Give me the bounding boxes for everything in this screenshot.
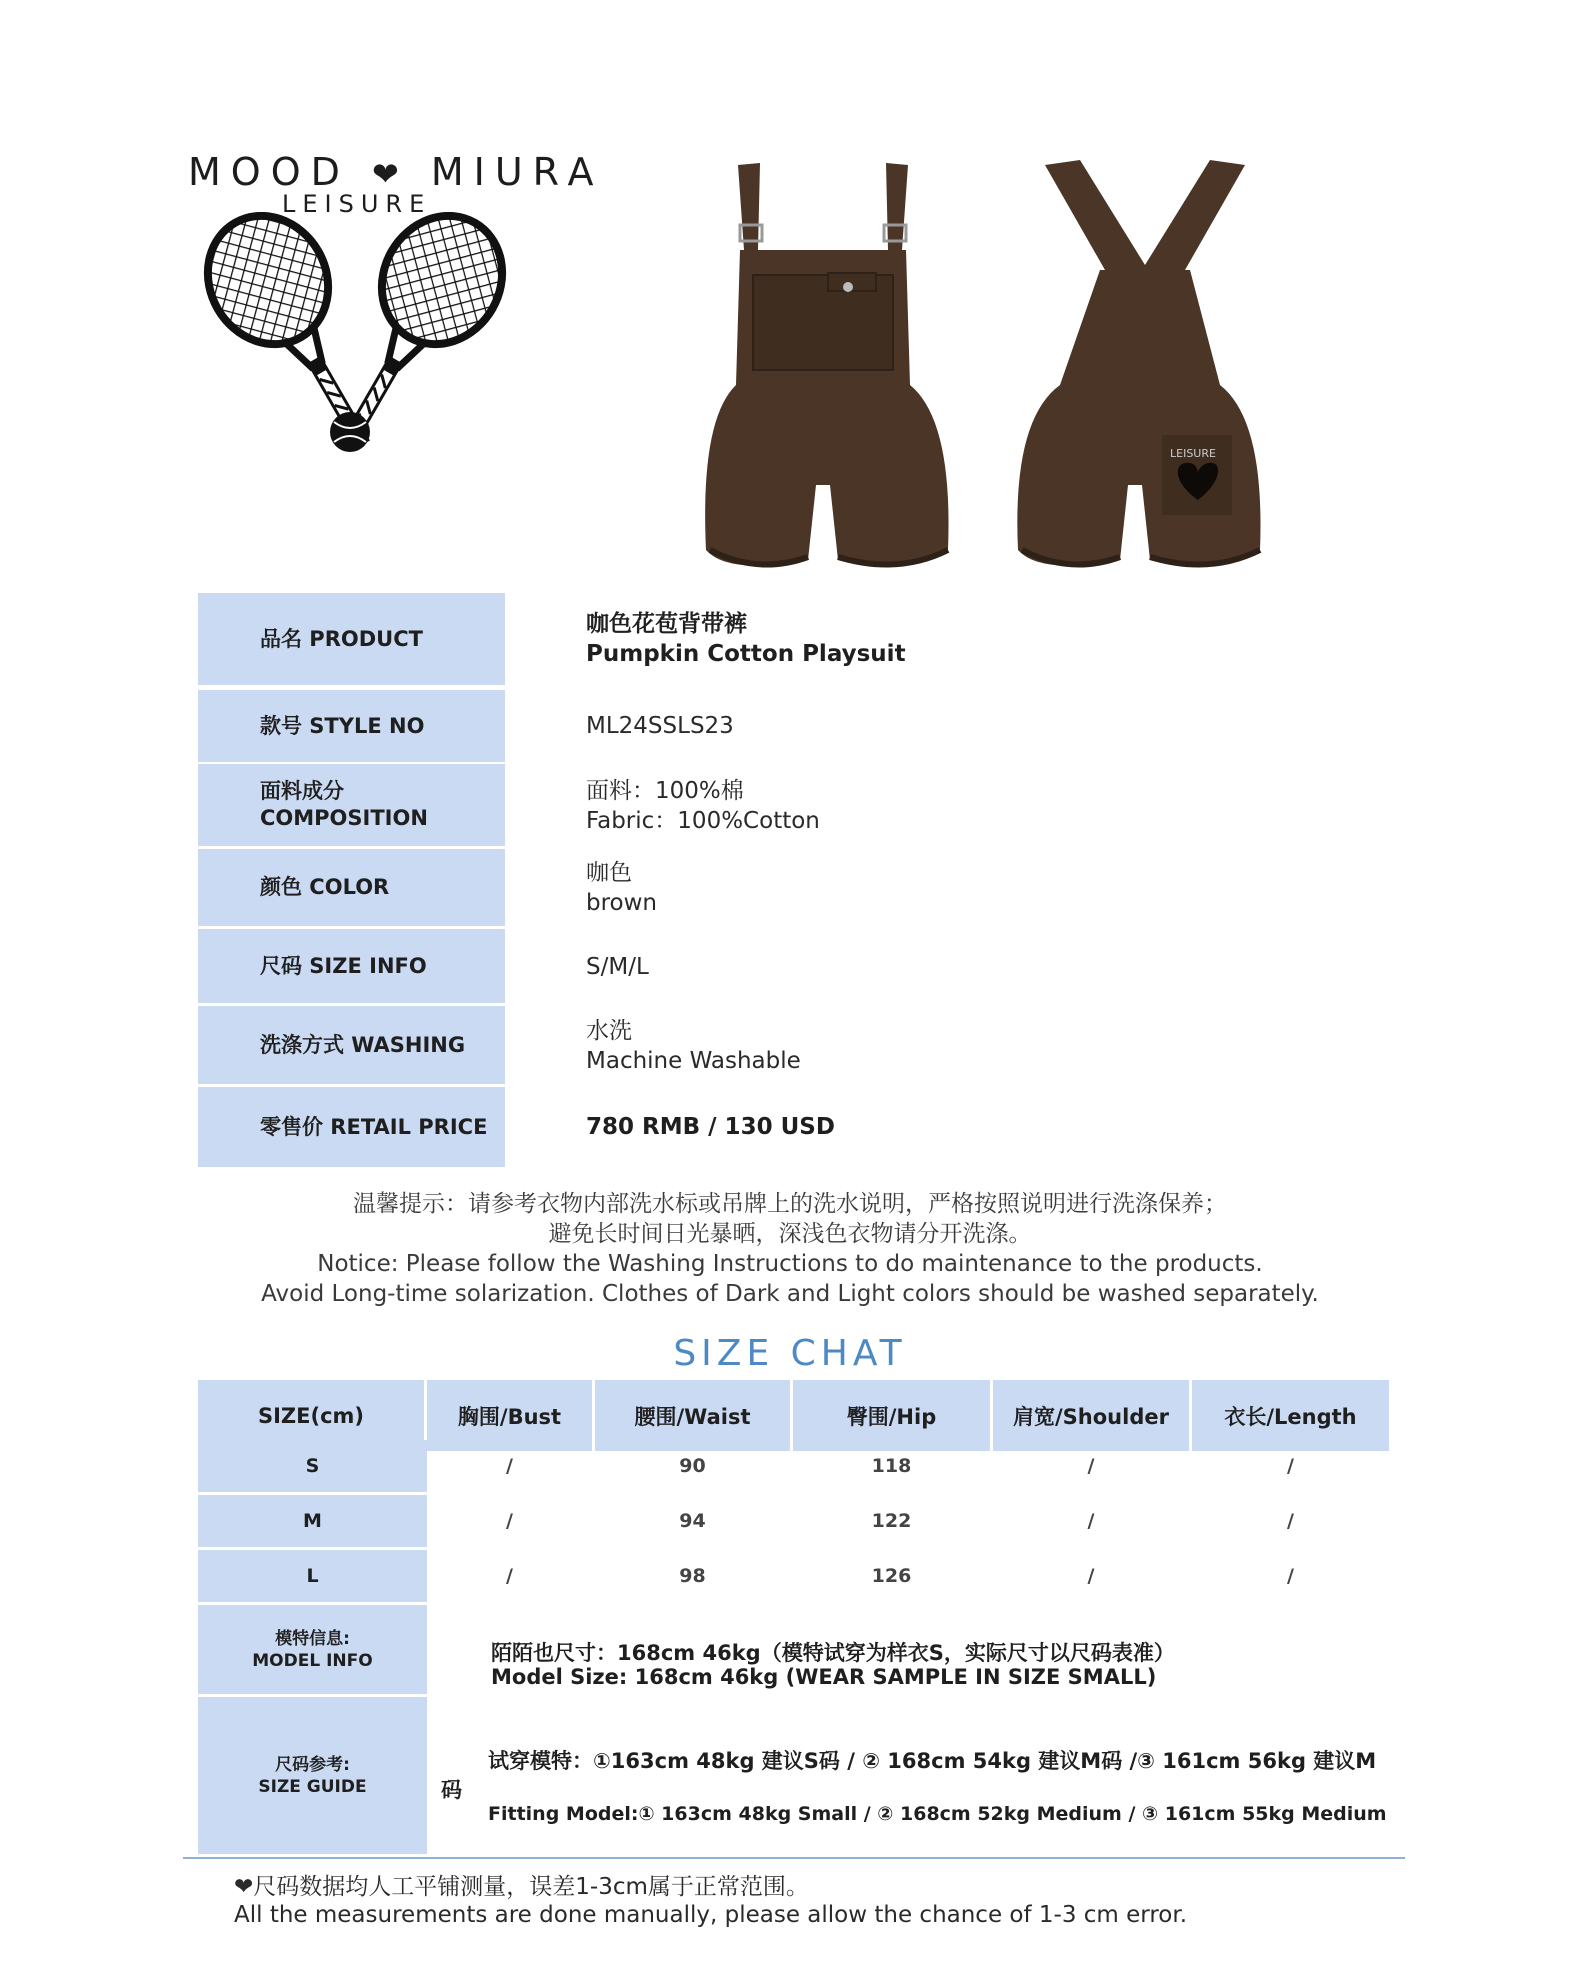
cell-hip: 126 bbox=[871, 1565, 912, 1587]
cell-length: / bbox=[1287, 1455, 1294, 1477]
notice-cn-1: 温馨提示：请参考衣物内部洗水标或吊牌上的洗水说明，严格按照说明进行洗涤保养； bbox=[353, 1191, 1227, 1217]
size-guide-label-cn: 尺码参考: bbox=[275, 1754, 350, 1775]
brand-name bbox=[188, 150, 604, 194]
composition-label-en: COMPOSITION bbox=[260, 806, 428, 830]
cell-length: / bbox=[1287, 1510, 1294, 1532]
header-size: SIZE(cm) bbox=[198, 1380, 424, 1451]
brand-name-left: MOOD bbox=[188, 150, 350, 194]
size-guide-cn: 试穿模特：①163cm 48kg 建议S码 / ② 168cm 54kg 建议M码 /③ 161cm 56kg 建议M bbox=[488, 1749, 1377, 1773]
header-length: 衣长/Length bbox=[1192, 1380, 1389, 1451]
heart-icon: ❤ bbox=[371, 155, 409, 193]
cell-waist: 90 bbox=[679, 1455, 706, 1477]
product-name-en: Pumpkin Cotton Playsuit bbox=[586, 641, 906, 667]
style-value: ML24SSLS23 bbox=[586, 713, 734, 739]
model-info-label-en: MODEL INFO bbox=[252, 1650, 373, 1671]
footnote-cn: ❤尺码数据均人工平铺测量，误差1-3cm属于正常范围。 bbox=[234, 1874, 809, 1900]
brand-name-right: MIURA bbox=[430, 150, 604, 194]
size-row-label: L bbox=[198, 1550, 427, 1602]
color-en: brown bbox=[586, 890, 658, 916]
washing-label: 洗涤方式 WASHING bbox=[198, 1006, 505, 1084]
size-guide-label bbox=[198, 1697, 427, 1854]
cell-hip: 122 bbox=[871, 1510, 912, 1532]
color-label: 颜色 COLOR bbox=[198, 849, 505, 926]
cell-shoulder: / bbox=[1087, 1455, 1095, 1477]
washing-cn: 水洗 bbox=[586, 1018, 632, 1044]
size-guide-label-en: SIZE GUIDE bbox=[258, 1776, 367, 1797]
cell-length: / bbox=[1287, 1565, 1294, 1587]
divider bbox=[183, 1857, 1405, 1859]
tennis-rackets-icon bbox=[190, 212, 520, 462]
product-label: 品名 PRODUCT bbox=[198, 593, 505, 685]
pocket-print-text: LEISURE bbox=[1170, 447, 1216, 460]
style-label: 款号 STYLE NO bbox=[198, 690, 505, 762]
header-bust: 胸围/Bust bbox=[427, 1380, 592, 1451]
cell-waist: 98 bbox=[679, 1565, 706, 1587]
color-cn: 咖色 bbox=[586, 860, 632, 886]
color-value bbox=[586, 857, 1286, 919]
size-info-label: 尺码 SIZE INFO bbox=[198, 929, 505, 1003]
product-back-image bbox=[1010, 155, 1280, 585]
composition-label-cn: 面料成分 bbox=[260, 779, 344, 803]
washing-value bbox=[586, 1015, 1286, 1077]
size-guide-en: Fitting Model:① 163cm 48kg Small / ② 168cm 52kg Medium / ③ 161cm 55kg Medium bbox=[488, 1803, 1387, 1825]
cell-waist: 94 bbox=[679, 1510, 706, 1532]
price-label: 零售价 RETAIL PRICE bbox=[198, 1087, 505, 1167]
price-value: 780 RMB / 130 USD bbox=[586, 1114, 835, 1140]
notice-cn-2: 避免长时间日光暴晒，深浅色衣物请分开洗涤。 bbox=[548, 1221, 1032, 1247]
header-waist: 腰围/Waist bbox=[595, 1380, 790, 1451]
composition-label bbox=[198, 764, 505, 846]
composition-en: Fabric：100%Cotton bbox=[586, 808, 820, 834]
composition-cn: 面料：100%棉 bbox=[586, 778, 744, 804]
product-name bbox=[586, 608, 1286, 670]
model-info-label bbox=[198, 1605, 427, 1694]
size-guide-cn-prefix: 码 bbox=[441, 1778, 462, 1802]
model-size-en: Model Size: 168cm 46kg (WEAR SAMPLE IN SIZE SMALL) bbox=[491, 1665, 1157, 1689]
footnote-en: All the measurements are done manually, please allow the chance of 1-3 cm error. bbox=[234, 1902, 1188, 1928]
notice-en-2: Avoid Long-time solarization. Clothes of Dark and Light colors should be washed separately. bbox=[261, 1281, 1319, 1307]
notice-en-1: Notice: Please follow the Washing Instructions to do maintenance to the products. bbox=[317, 1251, 1263, 1277]
product-front-image bbox=[698, 155, 968, 585]
cell-bust: / bbox=[506, 1455, 513, 1477]
model-size-cn: 陌陌也尺寸：168cm 46kg（模特试穿为样衣S，实际尺寸以尺码表准） bbox=[491, 1641, 1175, 1665]
composition-value bbox=[586, 775, 1286, 837]
header-shoulder: 肩宽/Shoulder bbox=[993, 1380, 1189, 1451]
size-row-label: M bbox=[198, 1495, 427, 1547]
size-row-label: S bbox=[198, 1440, 427, 1492]
product-name-cn: 咖色花苞背带裤 bbox=[586, 611, 747, 637]
model-info-label-cn: 模特信息: bbox=[275, 1628, 350, 1649]
cell-bust: / bbox=[506, 1510, 513, 1532]
washing-en: Machine Washable bbox=[586, 1048, 801, 1074]
cell-hip: 118 bbox=[871, 1455, 912, 1477]
cell-shoulder: / bbox=[1087, 1565, 1095, 1587]
header-hip: 臀围/Hip bbox=[793, 1380, 990, 1451]
size-info-value: S/M/L bbox=[586, 954, 649, 980]
cell-shoulder: / bbox=[1087, 1510, 1095, 1532]
cell-bust: / bbox=[506, 1565, 513, 1587]
size-chart-title: SIZE CHAT bbox=[673, 1333, 907, 1374]
brand-subtitle: LEISURE bbox=[282, 190, 432, 218]
